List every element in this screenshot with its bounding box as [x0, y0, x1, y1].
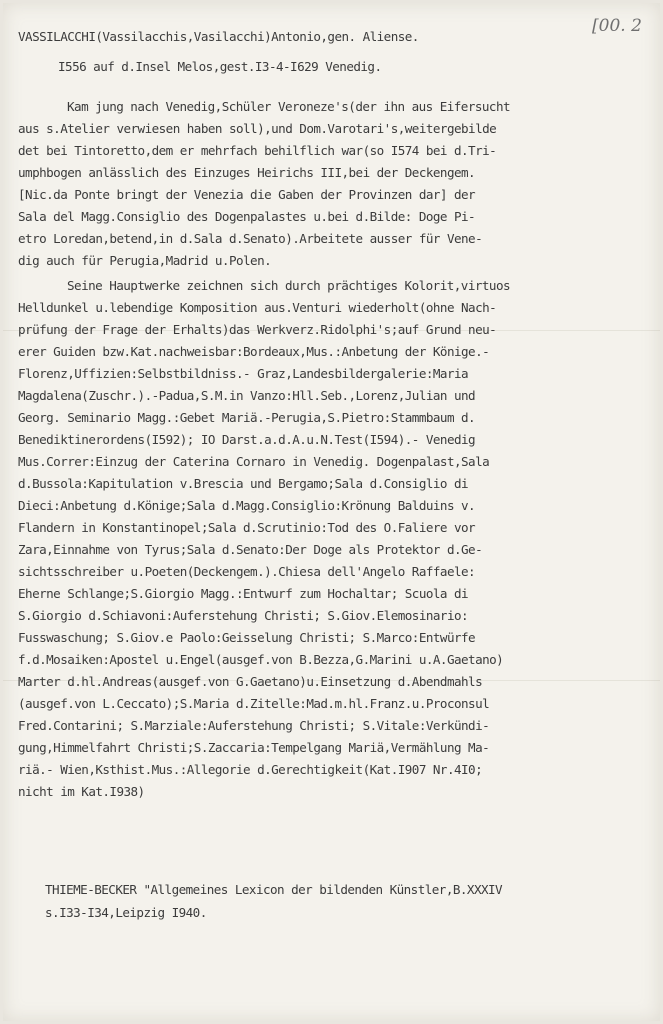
- body-line: nicht im Kat.I938): [18, 784, 145, 799]
- body-line: Benediktinerordens(I592); IO Darst.a.d.A.u.N.Test(I594).- Venedig: [18, 432, 476, 447]
- body-line: etro Loredan,betend,in d.Sala d.Senato).Arbeitete ausser für Vene-: [18, 231, 483, 246]
- body-line: aus s.Atelier verwiesen haben soll),und Dom.Varotari's,weitergebilde: [18, 121, 497, 136]
- body-line: [Nic.da Ponte bringt der Venezia die Gaben der Provinzen dar] der: [18, 187, 476, 202]
- body-line: d.Bussola:Kapitulation v.Brescia und Bergamo;Sala d.Consiglio di: [18, 476, 469, 491]
- body-line: Sala del Magg.Consiglio des Dogenpalastes u.bei d.Bilde: Doge Pi-: [18, 209, 476, 224]
- body-line: Fred.Contarini; S.Marziale:Auferstehung Christi; S.Vitale:Verkündi-: [18, 718, 490, 733]
- body-line: riä.- Wien,Ksthist.Mus.:Allegorie d.Gerechtigkeit(Kat.I907 Nr.4I0;: [18, 762, 483, 777]
- body-line: gung,Himmelfahrt Christi;S.Zaccaria:Tempelgang Mariä,Vermählung Ma-: [18, 740, 490, 755]
- body-line: dig auch für Perugia,Madrid u.Polen.: [18, 253, 272, 268]
- body-line: Zara,Einnahme von Tyrus;Sala d.Senato:Der Doge als Protektor d.Ge-: [18, 542, 483, 557]
- body-line: prüfung der Frage der Erhalts)das Werkverz.Ridolphi's;auf Grund neu-: [18, 322, 497, 337]
- body-line: Flandern in Konstantinopel;Sala d.Scrutinio:Tod des O.Faliere vor: [18, 520, 476, 535]
- body-line: Helldunkel u.lebendige Komposition aus.Venturi wiederholt(ohne Nach-: [18, 300, 497, 315]
- source-citation-line: THIEME-BECKER "Allgemeines Lexicon der bildenden Künstler,B.XXXIV: [45, 882, 503, 897]
- body-line: Georg. Seminario Magg.:Gebet Mariä.-Perugia,S.Pietro:Stammbaum d.: [18, 410, 476, 425]
- body-line: Seine Hauptwerke zeichnen sich durch prächtiges Kolorit,virtuos: [67, 278, 511, 293]
- header-line: I556 auf d.Insel Melos,gest.I3-4-I629 Venedig.: [58, 59, 382, 74]
- body-line: S.Giorgio d.Schiavoni:Auferstehung Christi; S.Giov.Elemosinario:: [18, 608, 469, 623]
- body-line: Fusswaschung; S.Giov.e Paolo:Geisselung Christi; S.Marco:Entwürfe: [18, 630, 476, 645]
- body-line: Florenz,Uffizien:Selbstbildniss.- Graz,Landesbildergalerie:Maria: [18, 366, 469, 381]
- body-line: Eherne Schlange;S.Giorgio Magg.:Entwurf zum Hochaltar; Scuola di: [18, 586, 469, 601]
- body-line: f.d.Mosaiken:Apostel u.Engel(ausgef.von B.Bezza,G.Marini u.A.Gaetano): [18, 652, 504, 667]
- body-line: (ausgef.von L.Ceccato);S.Maria d.Zitelle:Mad.m.hl.Franz.u.Proconsul: [18, 696, 490, 711]
- body-line: Magdalena(Zuschr.).-Padua,S.M.in Vanzo:Hll.Seb.,Lorenz,Julian und: [18, 388, 476, 403]
- body-line: det bei Tintoretto,dem er mehrfach behilflich war(so I574 bei d.Tri-: [18, 143, 497, 158]
- body-line: Marter d.hl.Andreas(ausgef.von G.Gaetano)u.Einsetzung d.Abendmahls: [18, 674, 483, 689]
- header-line: VASSILACCHI(Vassilacchis,Vasilacchi)Antonio,gen. Aliense.: [18, 29, 419, 44]
- handwritten-annotation: [00. 2: [592, 16, 642, 36]
- body-line: sichtsschreiber u.Poeten(Deckengem.).Chiesa dell'Angelo Raffaele:: [18, 564, 476, 579]
- body-line: Dieci:Anbetung d.Könige;Sala d.Magg.Consiglio:Krönung Balduins v.: [18, 498, 476, 513]
- source-citation-line: s.I33-I34,Leipzig I940.: [45, 905, 207, 920]
- body-line: umphbogen anlässlich des Einzuges Heirichs III,bei der Deckengem.: [18, 165, 476, 180]
- body-line: Kam jung nach Venedig,Schüler Veroneze's(der ihn aus Eifersucht: [67, 99, 511, 114]
- body-line: erer Guiden bzw.Kat.nachweisbar:Bordeaux,Mus.:Anbetung der Könige.-: [18, 344, 490, 359]
- body-line: Mus.Correr:Einzug der Caterina Cornaro in Venedig. Dogenpalast,Sala: [18, 454, 490, 469]
